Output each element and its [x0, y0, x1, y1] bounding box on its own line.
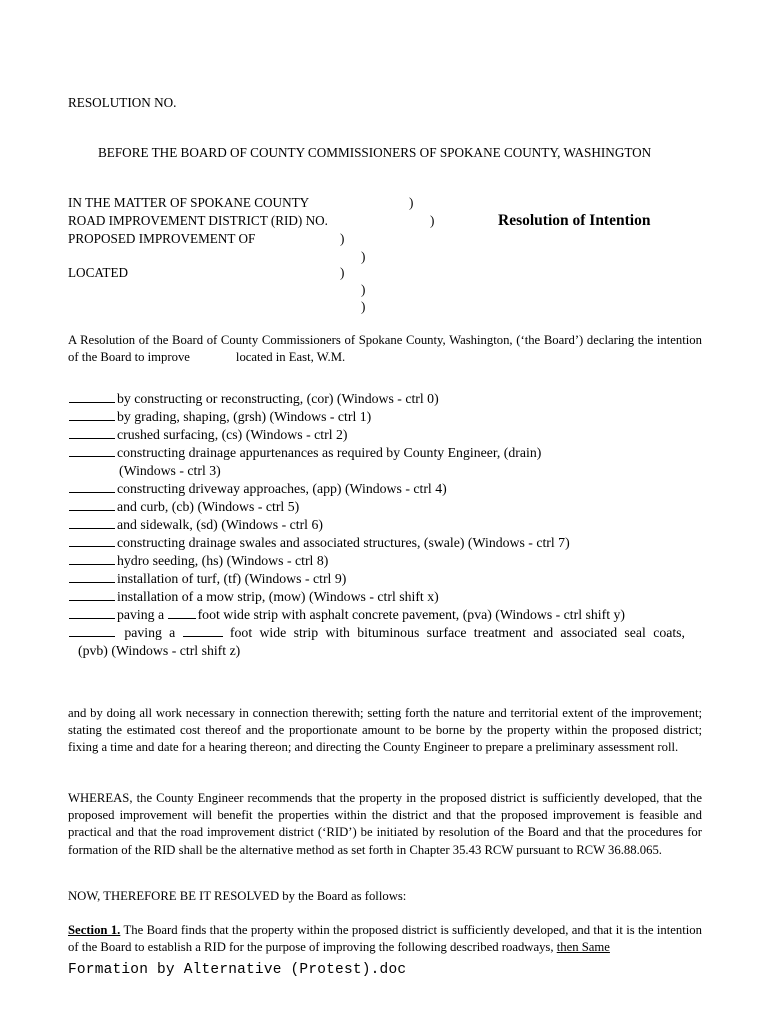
matter-line-2: ROAD IMPROVEMENT DISTRICT (RID) NO. [68, 213, 328, 228]
fill-in-blank[interactable] [69, 427, 115, 439]
bracket-paren: ) [340, 231, 345, 246]
document-title: Resolution of Intention [498, 212, 651, 229]
fill-in-blank[interactable] [69, 571, 115, 583]
list-item: installation of turf, (tf) (Windows - ctrl 9) [69, 570, 346, 588]
list-item-paving-bituminous: paving a foot wide strip with bituminous surface treatment and associated seal coats, [69, 624, 685, 642]
fill-in-blank[interactable] [69, 499, 115, 511]
fill-in-blank[interactable] [69, 517, 115, 529]
section-1-label: Section 1. [68, 923, 121, 937]
work-paragraph: and by doing all work necessary in connection therewith; setting forth the nature and territorial extent of the improvement; stating the estimated cost thereof and the proportionate amount to be borne by the property within the proposed district; fixing a time and date for a hearing thereon; and directing the County Engineer to prepare a preliminary assessment roll. [68, 706, 702, 755]
bracket-paren: ) [430, 213, 435, 228]
list-item: constructing driveway approaches, (app) (Windows - ctrl 4) [69, 480, 447, 498]
matter-line-1: IN THE MATTER OF SPOKANE COUNTY [68, 195, 310, 210]
list-item: constructing drainage swales and associated structures, (swale) (Windows - ctrl 7) [69, 534, 570, 552]
section-1-tail: then Same [556, 940, 610, 955]
fill-in-blank[interactable] [69, 445, 115, 457]
width-blank[interactable] [168, 607, 196, 619]
fill-in-blank[interactable] [69, 553, 115, 565]
section-1-paragraph [68, 922, 702, 956]
list-item-paving-asphalt: paving a foot wide strip with asphalt concrete pavement, (pva) (Windows - ctrl shift y) [69, 606, 625, 624]
list-item: and sidewalk, (sd) (Windows - ctrl 6) [69, 516, 323, 534]
section-1-text: The Board finds that the property within the proposed district is sufficiently developed, and that it is the intention of the Board to establish a RID for the purpose of improving the following described roadways, [68, 923, 702, 955]
intro-location: located in East, W.M. [235, 350, 346, 365]
list-item: installation of a mow strip, (mow) (Windows - ctrl shift x) [69, 588, 439, 606]
bracket-paren: ) [361, 299, 366, 314]
fill-in-blank[interactable] [69, 535, 115, 547]
width-blank[interactable] [183, 625, 223, 637]
list-item: by grading, shaping, (grsh) (Windows - ctrl 1) [69, 408, 371, 426]
list-item: by constructing or reconstructing, (cor) (Windows - ctrl 0) [69, 390, 439, 408]
footer-filename: Formation by Alternative (Protest).doc [68, 962, 407, 978]
board-heading: BEFORE THE BOARD OF COUNTY COMMISSIONERS OF SPOKANE COUNTY, WASHINGTON [98, 145, 652, 160]
matter-line-3: PROPOSED IMPROVEMENT OF [68, 231, 256, 246]
bracket-paren: ) [361, 249, 366, 264]
fill-in-blank[interactable] [69, 607, 115, 619]
intro-paragraph [68, 332, 702, 366]
bracket-paren: ) [409, 195, 414, 210]
list-item: hydro seeding, (hs) (Windows - ctrl 8) [69, 552, 328, 570]
fill-in-blank[interactable] [69, 391, 115, 403]
whereas-paragraph: WHEREAS, the County Engineer recommends that the property in the proposed district is sufficiently developed, that the proposed improvement will benefit the properties within the district and that the proposed improvement is feasible and practical and that the road improvement district (‘RID’) be initiated by resolution of the Board and that the procedures for formation of the RID shall be the alternative method as set forth in Chapter 35.43 RCW pursuant to RCW 36.88.065. [68, 791, 702, 857]
matter-line-4: LOCATED [68, 265, 129, 280]
resolved-paragraph: NOW, THEREFORE BE IT RESOLVED by the Board as follows: [68, 889, 407, 903]
list-item: constructing drainage appurtenances as required by County Engineer, (drain) [69, 444, 541, 462]
resolution-number: RESOLUTION NO. [68, 95, 177, 110]
intro-text: A Resolution of the Board of County Commissioners of Spokane County, Washington, (‘the Board’) declaring the intention of the Board to improve [68, 333, 702, 365]
fill-in-blank[interactable] [69, 589, 115, 601]
fill-in-blank[interactable] [69, 409, 115, 421]
list-item-continuation: (pvb) (Windows - ctrl shift z) [78, 643, 241, 658]
bracket-paren: ) [361, 282, 366, 297]
fill-in-blank[interactable] [69, 481, 115, 493]
list-item-continuation: (Windows - ctrl 3) [119, 463, 221, 478]
list-item: crushed surfacing, (cs) (Windows - ctrl 2) [69, 426, 347, 444]
fill-in-blank[interactable] [69, 625, 115, 637]
bracket-paren: ) [340, 265, 345, 280]
list-item: and curb, (cb) (Windows - ctrl 5) [69, 498, 299, 516]
